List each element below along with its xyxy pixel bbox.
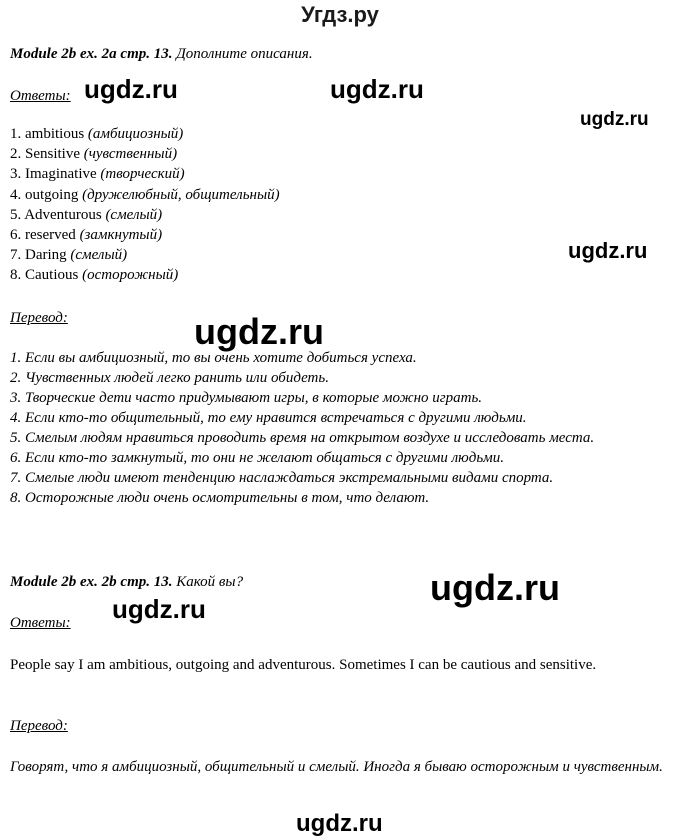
answer-number: 4. bbox=[10, 186, 22, 203]
watermark: ugdz.ru bbox=[430, 567, 560, 608]
answer-item bbox=[10, 124, 183, 144]
answer-word: Adventurous bbox=[24, 206, 102, 223]
watermark: ugdz.ru bbox=[568, 238, 648, 263]
answer-translation: (амбициозный) bbox=[87, 126, 184, 142]
answers-label: Ответы: bbox=[10, 88, 71, 104]
answer-number: 5. bbox=[10, 206, 22, 223]
translation-item: 3. Творческие дети часто придумывают игры, в которые можно играть. bbox=[10, 390, 483, 406]
translation-item: 6. Если кто-то замкнутый, то они не желают общаться с другими людьми. bbox=[10, 450, 504, 466]
answer-item bbox=[10, 245, 127, 265]
exercise-ref: Module 2b ex. 2a стр. 13. bbox=[10, 46, 173, 62]
watermark: ugdz.ru bbox=[112, 594, 206, 624]
site-title: Угдз.ру bbox=[301, 2, 379, 27]
answer-number: 2. bbox=[10, 146, 22, 163]
watermark: ugdz.ru bbox=[330, 74, 424, 104]
answer-translation: (смелый) bbox=[70, 247, 128, 264]
answer-item bbox=[10, 164, 185, 184]
answer-item bbox=[10, 205, 162, 225]
translation-label: Перевод: bbox=[10, 310, 68, 326]
answer-number: 1. bbox=[10, 126, 22, 142]
exercise-task: Какой вы? bbox=[176, 574, 244, 590]
exercise-task: Дополните описания. bbox=[176, 46, 313, 62]
translation-item: 1. Если вы амбициозный, то вы очень хотите добиться успеха. bbox=[10, 350, 417, 366]
answer-item bbox=[10, 265, 178, 285]
translation-item: 7. Смелые люди имеют тенденцию наслаждаться экстремальными видами спорта. bbox=[10, 470, 554, 486]
answer-number: 7. bbox=[10, 247, 22, 264]
watermark: ugdz.ru bbox=[296, 810, 383, 837]
answers-label: Ответы: bbox=[10, 615, 71, 631]
exercise-heading-2b bbox=[10, 572, 243, 592]
answer-translation: (замкнутый) bbox=[79, 227, 163, 243]
answer-translation: (чувственный) bbox=[83, 146, 178, 163]
answer-translation: (смелый) bbox=[105, 206, 163, 223]
answer-number: 8. bbox=[10, 267, 22, 284]
answer-translation: (осторожный) bbox=[82, 267, 179, 284]
answer-item bbox=[10, 144, 177, 164]
answer-item bbox=[10, 225, 162, 245]
translation-item: 8. Осторожные люди очень осмотрительны в том, что делают. bbox=[10, 490, 430, 506]
answer-word: Imaginative bbox=[25, 166, 97, 183]
translation-paragraph: Говорят, что я амбициозный, общительный и смелый. Иногда я бываю осторожным и чувственным. bbox=[10, 759, 663, 775]
answer-word: outgoing bbox=[25, 186, 79, 203]
answer-word: Cautious bbox=[25, 267, 79, 284]
answer-word: Sensitive bbox=[25, 146, 80, 163]
answer-number: 3. bbox=[10, 166, 22, 183]
watermark: ugdz.ru bbox=[84, 74, 178, 104]
answer-word: reserved bbox=[25, 227, 76, 243]
answer-item bbox=[10, 185, 280, 205]
watermark: ugdz.ru bbox=[194, 311, 324, 352]
translation-item: 4. Если кто-то общительный, то ему нравится встречаться с другими людьми. bbox=[10, 410, 527, 426]
translation-item: 2. Чувственных людей легко ранить или обидеть. bbox=[10, 370, 329, 386]
exercise-ref: Module 2b ex. 2b стр. 13. bbox=[10, 574, 173, 590]
translation-label: Перевод: bbox=[10, 718, 68, 734]
answer-paragraph: People say I am ambitious, outgoing and adventurous. Sometimes I can be cautious and sensitive. bbox=[10, 657, 597, 673]
watermark: ugdz.ru bbox=[580, 109, 649, 130]
answer-word: Daring bbox=[25, 247, 67, 264]
answer-translation: (дружелюбный, общительный) bbox=[82, 186, 280, 203]
answer-translation: (творческий) bbox=[100, 166, 185, 183]
answer-word: ambitious bbox=[25, 126, 85, 142]
translation-item: 5. Смелым людям нравиться проводить время на открытом воздухе и исследовать места. bbox=[10, 430, 595, 446]
exercise-heading-2a bbox=[10, 44, 313, 64]
answer-number: 6. bbox=[10, 227, 22, 243]
